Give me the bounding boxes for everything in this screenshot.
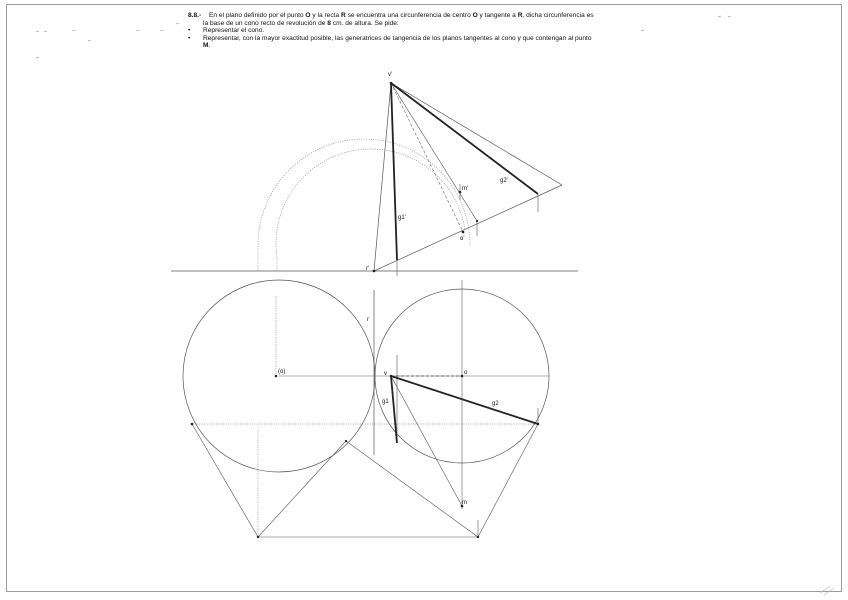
point-o-prime (462, 231, 465, 234)
point-m-prime (459, 191, 462, 194)
point-tangent-left (191, 423, 194, 426)
bullet-icon: • (188, 34, 191, 42)
generatrix-g1 (391, 376, 397, 443)
label-o-prime: o' (460, 236, 465, 242)
statement-text: En el plano definido por el punto (209, 12, 306, 19)
bullet-text: . (208, 42, 211, 50)
bullet-text: Representar el cono. (203, 27, 265, 35)
point-tangent-right (537, 423, 540, 426)
label-v-prime: v' (388, 72, 393, 78)
point-v (390, 375, 393, 378)
line-r-ref: R (517, 12, 523, 19)
point-v-prime (390, 82, 393, 85)
point-o-ref: O (305, 12, 311, 19)
construction-mid (346, 441, 478, 537)
generatrix-aux (391, 83, 477, 221)
label-m-prime: m' (462, 186, 469, 192)
point-bottom-right (477, 536, 479, 538)
horizontal-projection (183, 280, 549, 538)
statement-text: , dicha circunferencia es la base de un cono recto de revolución de (203, 12, 594, 27)
label-g2: g2 (492, 401, 499, 407)
height-ref: 8 (327, 19, 331, 27)
statement-text: cm. de altura. Se pide: (330, 19, 399, 27)
statement-text: se encuentra una circunferencia de centro (345, 12, 473, 19)
label-g1-prime: g1' (398, 215, 406, 221)
bullet-text: Representar, con la mayor exactitud posible, las generatrices de tangencia de los planos tangentes al cono y que contengan al punto (203, 34, 592, 42)
label-g1: g1 (382, 399, 389, 405)
cone-axis (391, 83, 463, 232)
point-o-ref: O (472, 12, 478, 19)
construction-right (478, 424, 538, 537)
stray-marks (36, 16, 731, 58)
generatrix-g2-prime (391, 83, 538, 194)
plane-trace (374, 185, 562, 271)
bullet-icon: • (188, 27, 191, 35)
corner-mark (820, 586, 834, 595)
construction-mid (258, 441, 346, 537)
point-r-prime (373, 270, 376, 273)
line-r-ref: R (340, 12, 346, 19)
point-bottom-left (257, 536, 259, 538)
label-o: o (464, 370, 468, 376)
point-mid (345, 440, 347, 442)
cone-contour-left (374, 83, 391, 271)
point-o (461, 375, 464, 378)
statement-text: y tangente a (477, 12, 518, 19)
cone-contour-right (391, 83, 562, 185)
problem-number: 8.8.- (188, 12, 202, 19)
label-o-rotated: (o) (278, 369, 286, 375)
rotation-arc-inner (276, 149, 465, 271)
label-v: v (384, 371, 387, 377)
vertical-projection (258, 72, 562, 276)
point-aux (476, 220, 478, 222)
statement-text: y la recta (310, 12, 341, 19)
point-m-ref: M (203, 42, 209, 50)
construction-left (192, 424, 258, 537)
label-g2-prime: g2' (500, 178, 508, 184)
generatrix-g1-prime (391, 83, 397, 260)
point-o-rotated (275, 375, 278, 378)
label-r: r (367, 317, 369, 323)
label-m: m (462, 500, 467, 506)
label-r-prime: r' (366, 266, 370, 272)
